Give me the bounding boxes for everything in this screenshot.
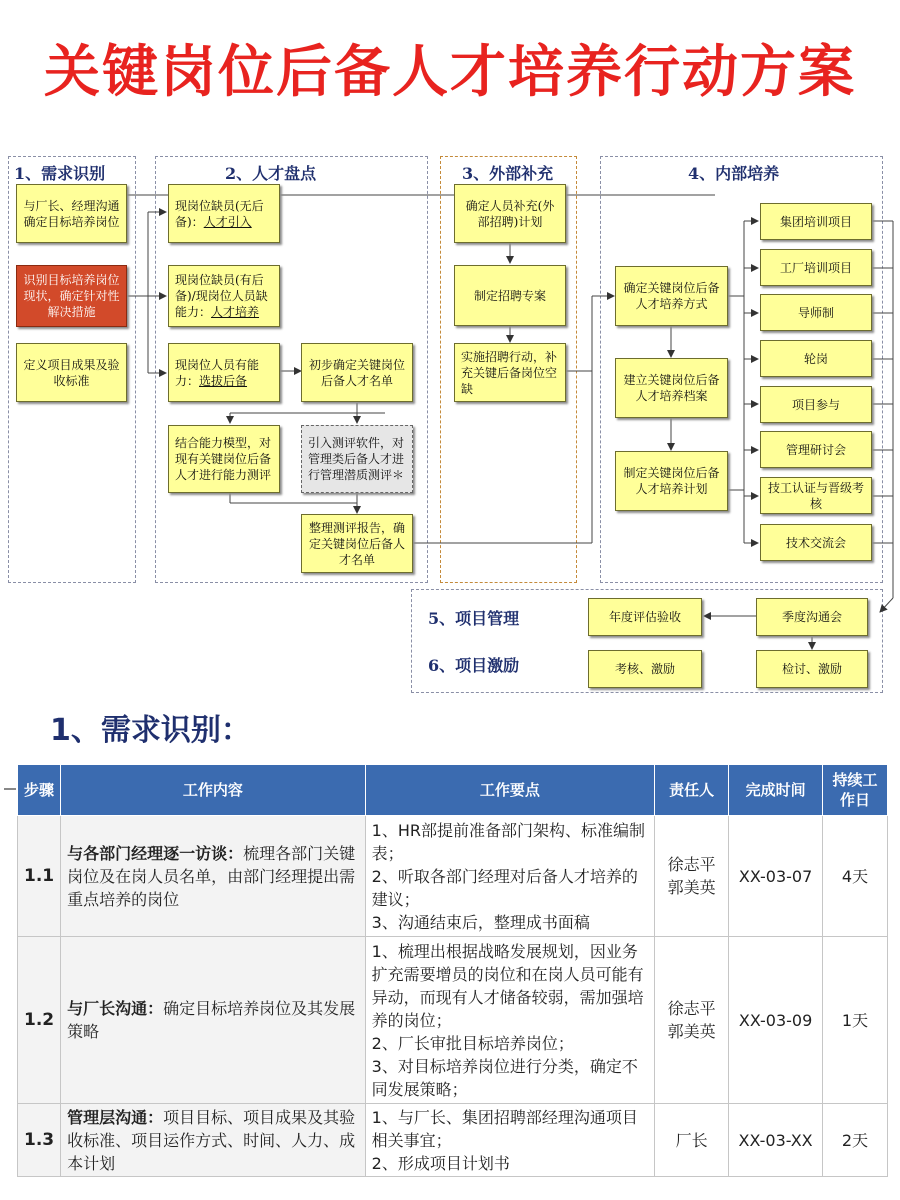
row-content	[61, 937, 366, 1104]
flow-box-confirm-target-posts: 与厂长、经理沟通确定目标培养岗位	[16, 184, 127, 243]
row-owner: 厂长	[655, 1104, 729, 1177]
flow-box-assess-incentive: 考核、激励	[588, 650, 702, 688]
demand-table	[17, 764, 888, 1177]
capable-staff-label: 现岗位人员有能力：	[175, 357, 260, 388]
section-heading-demand: 1、需求识别：	[50, 713, 251, 748]
row-points	[365, 1104, 655, 1177]
header-content: 工作内容	[61, 765, 366, 816]
vacancy-no-backup-label: 现岗位缺员(无后备)：	[175, 198, 264, 229]
flow-box-review-incentive: 检讨、激励	[756, 650, 868, 688]
training-item-rotation: 轮岗	[760, 340, 872, 377]
talent-introduction-label: 人才引入	[203, 214, 252, 229]
section-demand-title: 1、需求识别	[14, 164, 106, 183]
row-points	[365, 816, 655, 937]
vacancy-with-backup-label: 现岗位缺员(有后备)/现岗位人员缺能力：	[175, 273, 268, 319]
row-content-lead: 与厂长沟通：	[67, 999, 164, 1018]
flow-box-identify-status: 识别目标培养岗位现状，确定针对性解决措施	[16, 265, 127, 327]
header-days: 持续工作日	[823, 765, 888, 816]
table-row	[18, 937, 888, 1104]
page-title: 关键岗位后备人才培养行动方案	[44, 40, 856, 105]
section-internal-title: 4、内部培养	[688, 164, 780, 183]
flow-box-training-plan: 制定关键岗位后备人才培养计划	[615, 451, 728, 511]
row-step: 1.1	[18, 816, 61, 937]
table-row	[18, 816, 888, 937]
point-item: 1、HR部提前准备部门架构、标准编制表；	[371, 820, 645, 863]
point-item: 3、沟通结束后，整理成书面稿	[371, 912, 590, 932]
point-item: 2、听取各部门经理对后备人才培养的建议；	[371, 866, 638, 909]
row-step: 1.3	[18, 1104, 61, 1177]
point-item: 3、对目标培养岗位进行分类，确定不同发展策略；	[371, 1056, 638, 1099]
point-item: 2、厂长审批目标培养岗位；	[371, 1033, 574, 1053]
row-points	[365, 937, 655, 1104]
table-row	[18, 1104, 888, 1177]
point-item: 2、形成项目计划书	[371, 1153, 510, 1173]
row-content-text: 项目目标、项目成果及其验收标准、项目运作方式、时间、人力、成本计划	[67, 1107, 356, 1173]
training-item-mentor: 导师制	[760, 294, 872, 331]
flow-box-define-outcomes: 定义项目成果及验收标准	[16, 343, 127, 402]
point-item: 1、梳理出根据战略发展规划，因业务扩充需要增员的岗位和在岗人员可能有异动，而现有人才储备较弱，需加强培养的岗位；	[371, 941, 644, 1030]
row-content-text: 确定目标培养岗位及其发展策略	[67, 999, 356, 1041]
section-external-title: 3、外部补充	[462, 164, 554, 183]
training-item-factory: 工厂培训项目	[760, 249, 872, 286]
section-management-title: 5、项目管理	[428, 609, 520, 628]
header-step: 步骤	[18, 765, 61, 816]
section-incentive-title: 6、项目激励	[428, 656, 520, 675]
flow-box-training-archive: 建立关键岗位后备人才培养档案	[615, 358, 728, 418]
row-content	[61, 1104, 366, 1177]
row-time: XX-03-XX	[729, 1104, 823, 1177]
row-content-lead: 管理层沟通：	[67, 1107, 164, 1127]
row-time: XX-03-09	[729, 937, 823, 1104]
training-item-group: 集团培训项目	[760, 203, 872, 240]
flow-box-training-method: 确定关键岗位后备人才培养方式	[615, 266, 728, 326]
row-days: 2天	[823, 1104, 888, 1177]
flow-box-annual-review: 年度评估验收	[588, 598, 702, 636]
row-owner: 徐志平郭美英	[655, 937, 729, 1104]
header-owner: 责任人	[655, 765, 729, 816]
row-days: 1天	[823, 937, 888, 1104]
flow-box-quarterly-meeting: 季度沟通会	[756, 598, 868, 636]
header-points: 工作要点	[365, 765, 655, 816]
divider-tick	[4, 788, 16, 790]
flow-box-recruit-action: 实施招聘行动，补充关键后备岗位空缺	[454, 343, 566, 402]
training-item-tech-exchange: 技术交流会	[760, 524, 872, 561]
flow-box-vacancy-no-backup	[168, 184, 280, 243]
row-step: 1.2	[18, 937, 61, 1104]
talent-training-label: 人才培养	[211, 305, 260, 319]
flow-box-capable-staff	[168, 343, 280, 402]
flow-box-recruit-plan: 确定人员补充(外部招聘)计划	[454, 184, 566, 243]
select-backup-label: 选拔后备	[199, 373, 248, 388]
row-content	[61, 816, 366, 937]
flow-box-final-list: 整理测评报告，确定关键岗位后备人才名单	[301, 514, 413, 573]
flow-box-vacancy-with-backup	[168, 265, 280, 327]
table-header-row	[18, 765, 888, 816]
flow-box-recruit-project: 制定招聘专案	[454, 265, 566, 326]
row-content-lead: 与各部门经理逐一访谈：	[67, 843, 244, 863]
row-owner: 徐志平郭美英	[655, 816, 729, 937]
training-item-project: 项目参与	[760, 386, 872, 423]
flow-box-ability-assessment: 结合能力模型，对现有关键岗位后备人才进行能力测评	[168, 425, 280, 493]
row-time: XX-03-07	[729, 816, 823, 937]
training-item-seminar: 管理研讨会	[760, 431, 872, 468]
row-days: 4天	[823, 816, 888, 937]
section-talent-title: 2、人才盘点	[225, 164, 317, 183]
training-item-certification: 技工认证与晋级考核	[760, 477, 872, 514]
flow-box-initial-list: 初步确定关键岗位后备人才名单	[301, 343, 413, 402]
row-content-text: 梳理各部门关键岗位及在岗人员名单，由部门经理提出需重点培养的岗位	[67, 843, 356, 909]
flow-box-software-assessment: 引入测评软件，对管理类后备人才进行管理潜质测评＊	[301, 425, 413, 493]
point-item: 1、与厂长、集团招聘部经理沟通项目相关事宜；	[371, 1107, 638, 1150]
header-time: 完成时间	[729, 765, 823, 816]
